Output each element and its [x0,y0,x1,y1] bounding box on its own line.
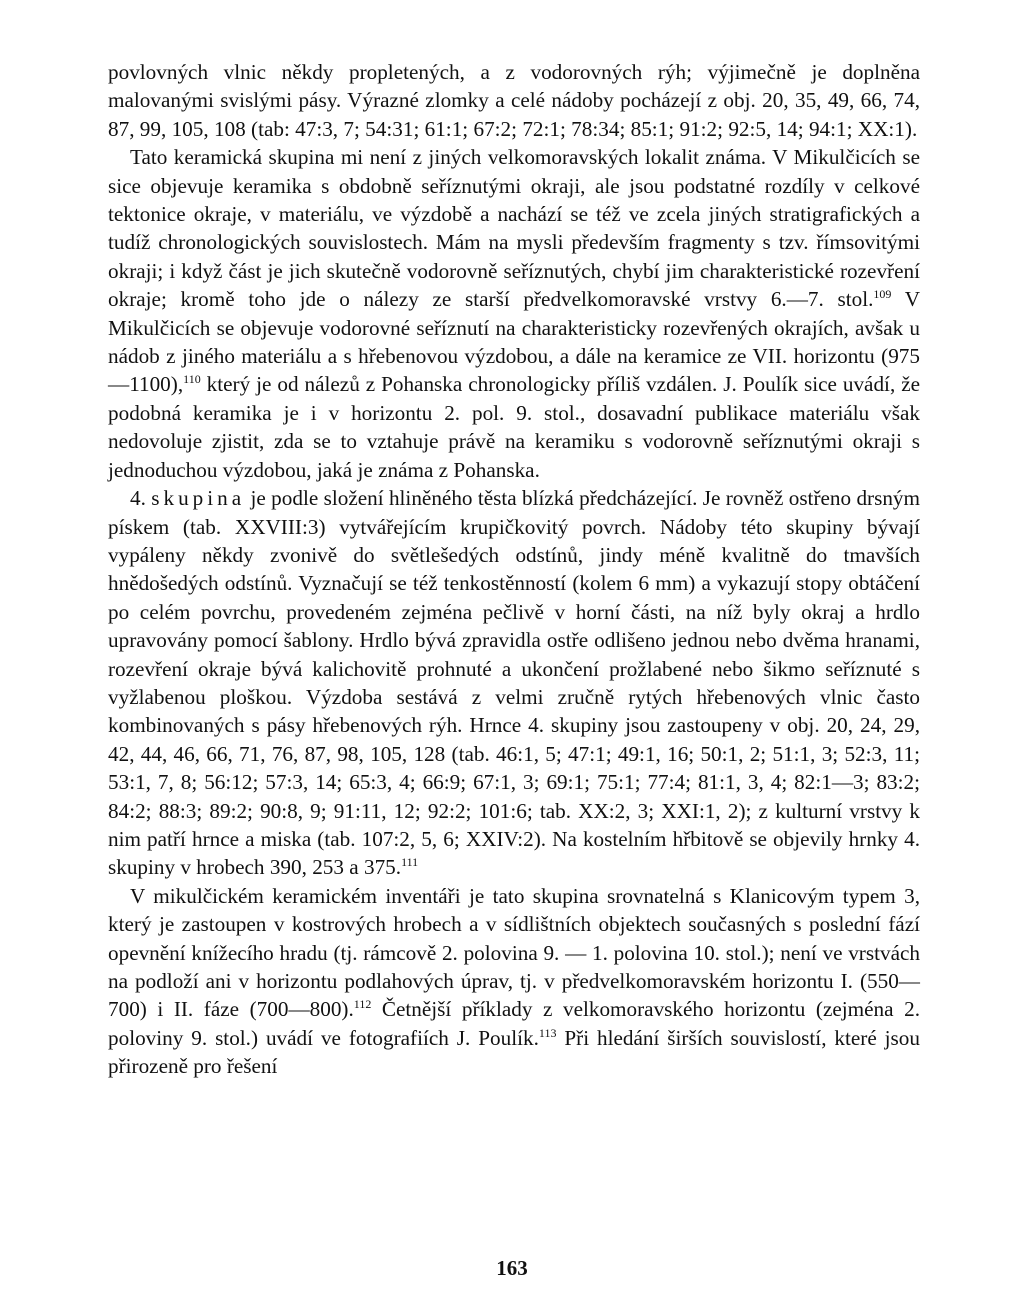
paragraph-3 [108,484,920,882]
paragraph-text: V Mikulčicích se objevuje vodorovné seříznutí na charakteristicky rozevřených okrajích, avšak u nádob z jiného materiálu a s hřebenovou výzdobou, a dále na keramice ze VII. horizontu (975—1100), [108,287,920,397]
paragraph-text: je podle složení hliněného těsta blízká předcházející. Je rovněž ostřeno drsným pískem (tab. XXVIII:3) vytvářejícím krupičkovitý povrch. Nádoby této skupiny bývají vypáleny někdy zvonivě do světlešedých odstínů, jindy méně kvalitně do tmavších hnědošedých odstínů. Vyznačují se též tenkostěnností (kolem 6 mm) a vykazují stopy obtáčení po celém povrchu, provedeném zejména pečlivě v horní části, na níž byly okraj a hrdlo upravovány pomocí šablony. Hrdlo bývá zpravidla ostře odlišeno jednou nebo dvěma hranami, rozevření okraje bývá kalichovitě prohnuté a ukončení prožlabené nebo šikmo seříznuté s vyžlabenou ploškou. Výzdoba sestává z velmi zručně rytých hřebenových vlnic často kombinovaných s pásy hřebenových rýh. Hrnce 4. skupiny jsou zastoupeny v obj. 20, 24, 29, 42, 44, 46, 66, 71, 76, 87, 98, 105, 128 (tab. 46:1, 5; 47:1; 49:1, 16; 50:1, 2; 51:1, 3; 52:3, 11; 53:1, 7, 8; 56:12; 57:3, 14; 65:3, 4; 66:9; 67:1, 3; 69:1; 75:1; 77:4; 81:1, 3, 4; 82:1—3; 83:2; 84:2; 88:3; 89:2; 90:8, 9; 91:11, 12; 92:2; 101:6; tab. XX:2, 3; XXI:1, 2); z kulturní vrstvy k nim patří hrnce a miska (tab. 107:2, 5, 6; XXIV:2). Na kostelním hřbitově se objevily hrnky 4. skupiny v hrobech 390, 253 a 375. [108,486,921,880]
footnote-ref-113: 113 [538,1025,557,1040]
page-body [108,58,920,1081]
page-number: 163 [496,1256,528,1280]
paragraph-2 [108,143,920,484]
footnote-ref-111: 111 [401,855,419,870]
paragraph-4 [108,882,920,1081]
paragraph-1 [108,58,920,143]
footnote-ref-112: 112 [353,997,372,1012]
paragraph-text: povlovných vlnic někdy propletených, a z vodorovných rýh; výjimečně je doplněna malovanými svislými pásy. Výrazné zlomky a celé nádoby pocházejí z obj. 20, 35, 49, 66, 74, 87, 99, 105, 108 (tab: 47:3, 7; 54:31; 61:1; 67:2; 72:1; 78:34; 85:1; 91:2; 92:5, 14; 94:1; XX:1). [108,60,920,141]
footnote-ref-110: 110 [183,372,201,387]
paragraph-text: Tato keramická skupina mi není z jiných velkomoravských lokalit známa. V Mikulčicích se sice objevuje keramika s obdobně seříznutými okraji, ale jsou podstatné rozdíly v celkové tektonice okraje, v materiálu, ve výzdobě a nachází se též ve zcela jiných stratigrafických a tudíž chronologických souvislostech. Mám na mysli především fragmenty s tzv. římsovitými okraji; i když část je jich skutečně vodorovně seříznutých, chybí jim charakteristické rozevření okraje; kromě toho jde o nálezy ze starší předvelkomoravské vrstvy 6.—7. stol. [108,145,920,312]
paragraph-text: Při hledání širších souvislostí, které jsou přirozeně pro řešení [108,1025,920,1079]
paragraph-text: který je od nálezů z Pohanska chronologicky příliš vzdálen. J. Poulík sice uvádí, že podobná keramika je i v horizontu 2. pol. 9. stol., dosavadní publikace materiálu však nedovoluje zjistit, zda se to vztahuje právě na keramiku s vodorovně seříznutými okraji s jednoduchou výzdobou, jaká je známa z Pohanska. [108,372,920,482]
paragraph-text: Četnější příklady z velkomoravského horizontu (zejména 2. poloviny 9. stol.) uvádí ve fotografiích J. Poulík. [108,997,920,1050]
group-term: skupina [151,486,246,511]
paragraph-text: 4. [130,486,152,511]
paragraph-text: V mikulčickém keramickém inventáři je tato skupina srovnatelná s Klanicovým typem 3, který je zastoupen v kostrových hrobech a v sídlištních objektech současných s poslední fází opevnění knížecího hradu (tj. rámcově 2. polovina 9. — 1. polovina 10. stol.); není ve vrstvách na podloží ani v horizontu podlahových úprav, tj. v předvelkomoravském horizontu I. (550—700) i II. fáze (700—800). [108,883,920,1022]
footnote-ref-109: 109 [873,287,892,302]
